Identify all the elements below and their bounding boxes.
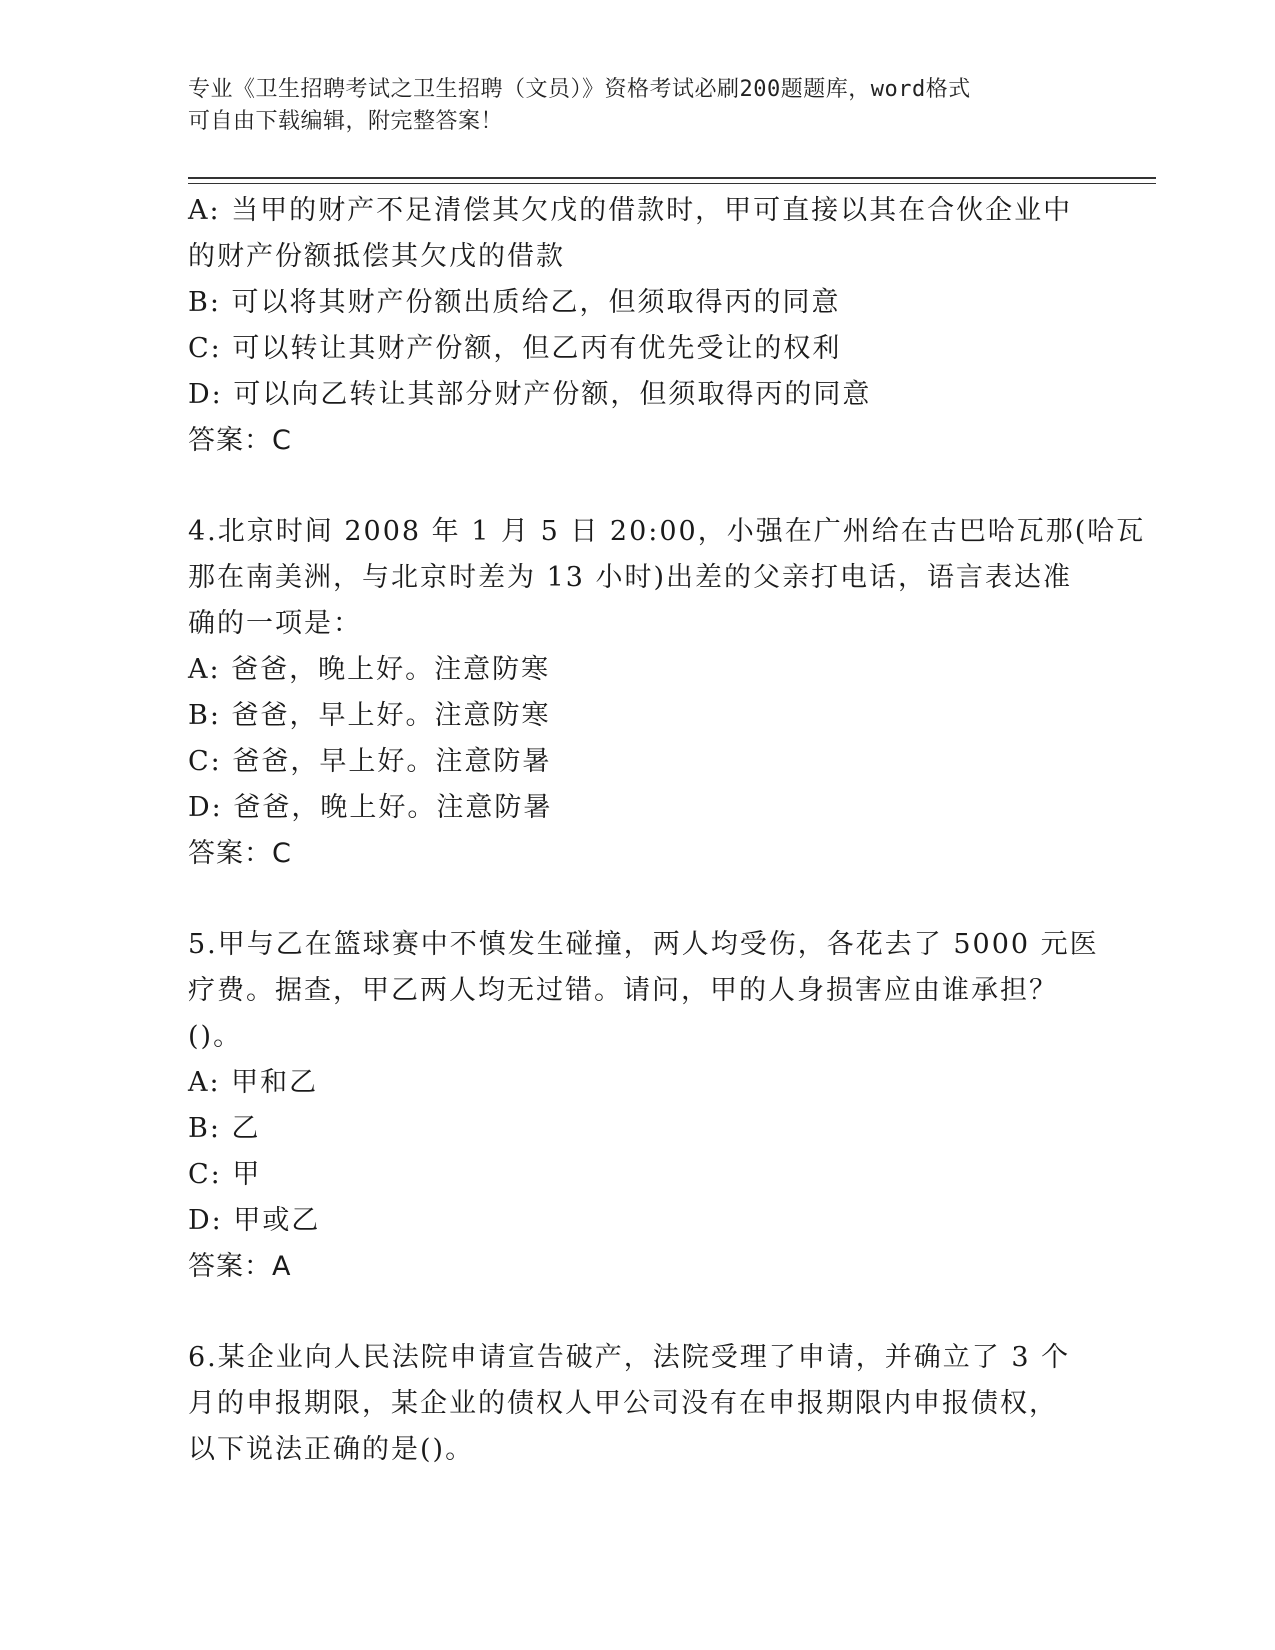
question-4 xyxy=(188,509,1146,877)
q5-stem-line-1: 5.甲与乙在篮球赛中不慎发生碰撞，两人均受伤，各花去了 5000 元医 xyxy=(188,929,1099,960)
document-header xyxy=(188,74,1088,138)
q5-stem-line-2: 疗费。据查，甲乙两人均无过错。请问，甲的人身损害应由谁承担？ xyxy=(188,975,1058,1006)
q4-stem-line-1: 4.北京时间 2008 年 1 月 5 日 20:00，小强在广州给在古巴哈瓦那(哈瓦 xyxy=(188,516,1146,547)
q3-option-c: C: 可以转让其财产份额，但乙丙有优先受让的权利 xyxy=(188,333,842,364)
spacer xyxy=(188,877,1088,922)
q4-answer: 答案：C xyxy=(188,838,292,869)
q5-option-b: B: 乙 xyxy=(188,1113,261,1144)
q5-stem-line-3: ()。 xyxy=(188,1021,243,1052)
q6-stem-line-1: 6.某企业向人民法院申请宣告破产，法院受理了申请，并确立了 3 个 xyxy=(188,1342,1071,1373)
question-6 xyxy=(188,1335,1088,1473)
spacer xyxy=(188,464,1088,509)
header-title-line-1: 专业《卫生招聘考试之卫生招聘（文员）》资格考试必刷200题题库，word格式 xyxy=(188,77,971,102)
q4-option-b: B: 爸爸，早上好。注意防寒 xyxy=(188,700,551,731)
q5-option-a: A: 甲和乙 xyxy=(188,1067,319,1098)
q4-option-c: C: 爸爸，早上好。注意防暑 xyxy=(188,746,552,777)
q4-option-a: A: 爸爸，晚上好。注意防寒 xyxy=(188,654,551,685)
question-list xyxy=(188,188,1146,1473)
q4-option-d: D: 爸爸，晚上好。注意防暑 xyxy=(188,792,553,823)
question-5 xyxy=(188,922,1099,1290)
spacer xyxy=(188,1290,1088,1335)
q3-option-a-line-2: 的财产份额抵偿其欠戊的借款 xyxy=(188,241,565,272)
question-3 xyxy=(188,188,1088,464)
q3-option-a-line-1: A: 当甲的财产不足清偿其欠戊的借款时，甲可直接以其在合伙企业中 xyxy=(188,195,1073,226)
header-title-line-2: 可自由下载编辑，附完整答案！ xyxy=(188,109,504,134)
q5-answer: 答案：A xyxy=(188,1251,292,1282)
q4-stem-line-3: 确的一项是： xyxy=(188,608,362,639)
q6-stem-line-3: 以下说法正确的是()。 xyxy=(188,1434,475,1465)
header-divider-thin xyxy=(188,183,1156,184)
q3-option-b: B: 可以将其财产份额出质给乙，但须取得丙的同意 xyxy=(188,287,841,318)
q3-answer: 答案：C xyxy=(188,425,292,456)
q3-option-d: D: 可以向乙转让其部分财产份额，但须取得丙的同意 xyxy=(188,379,872,410)
q4-stem-line-2: 那在南美洲，与北京时差为 13 小时)出差的父亲打电话，语言表达准 xyxy=(188,562,1073,593)
q6-stem-line-2: 月的申报期限，某企业的债权人甲公司没有在申报期限内申报债权， xyxy=(188,1388,1058,1419)
header-divider-thick xyxy=(188,177,1156,179)
q5-option-c: C: 甲 xyxy=(188,1159,262,1190)
q5-option-d: D: 甲或乙 xyxy=(188,1205,321,1236)
